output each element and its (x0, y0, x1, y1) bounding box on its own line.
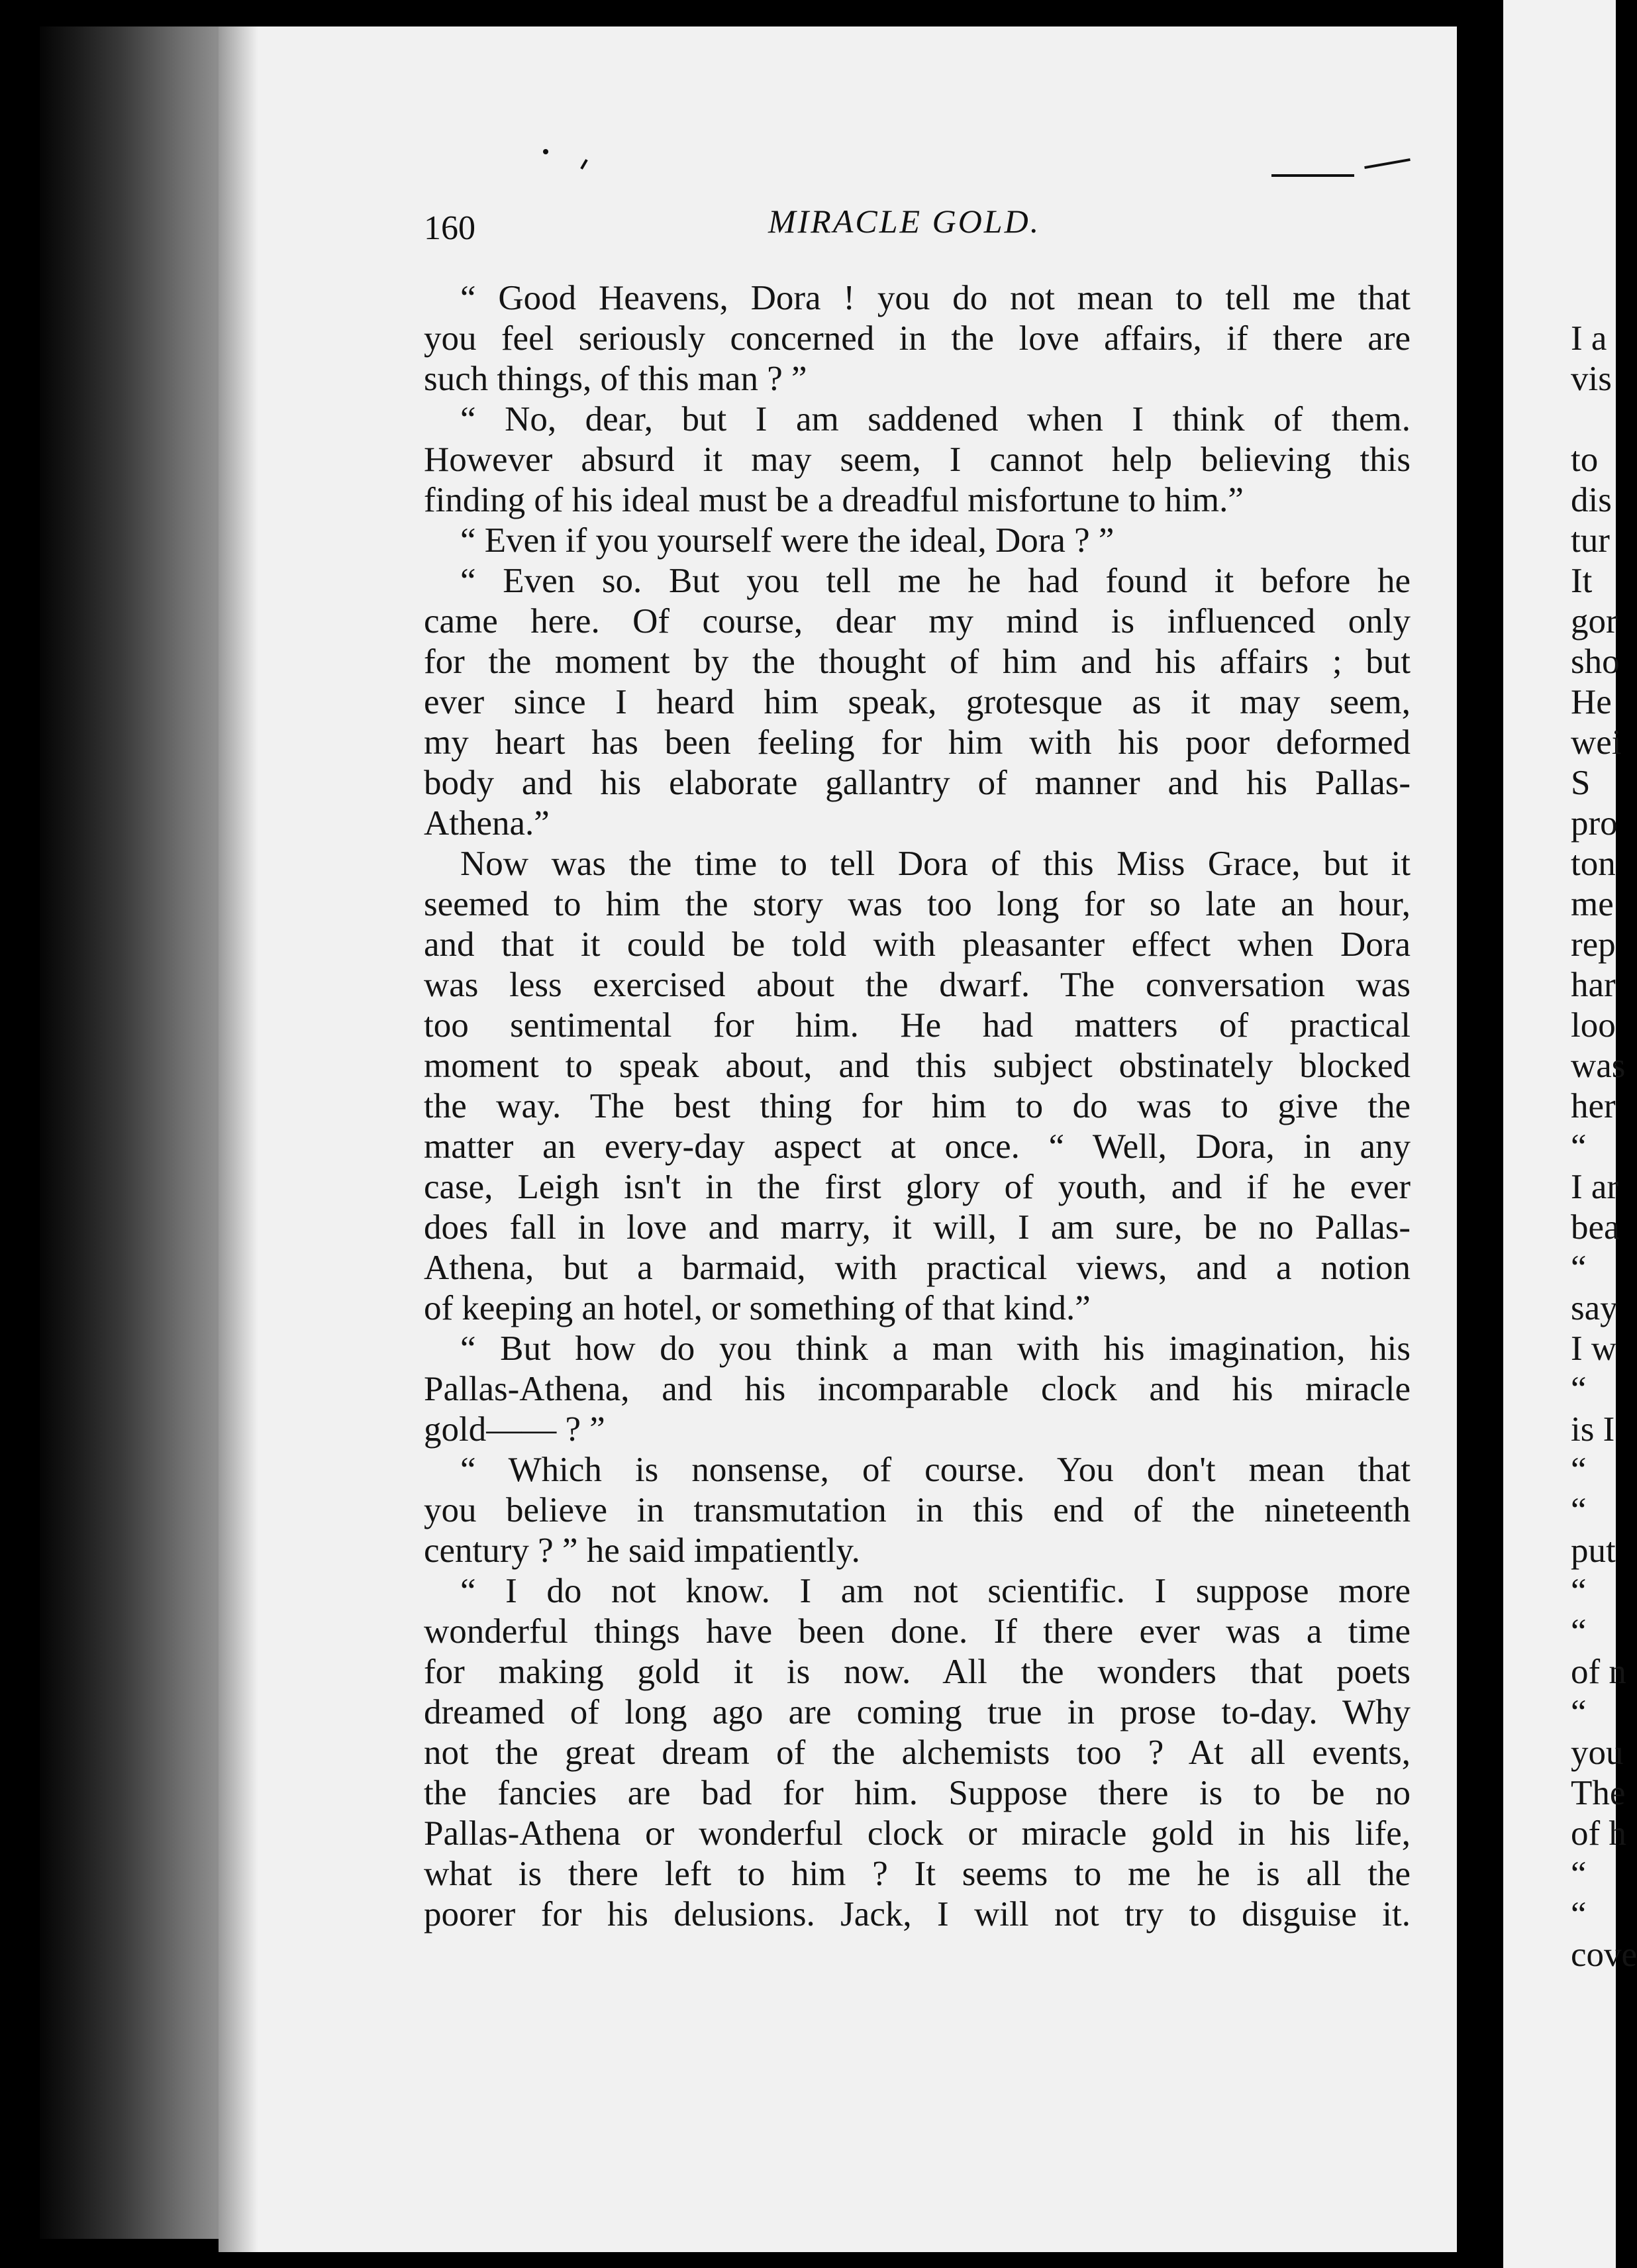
facing-page-fragment: “ (1571, 1491, 1587, 1529)
text-line: century ? ” he said impatiently. (424, 1531, 860, 1570)
page-number: 160 (424, 209, 475, 247)
facing-page-fragment: “ (1571, 1572, 1587, 1610)
facing-page-fragment: ton (1571, 845, 1616, 883)
page-gap (1457, 0, 1503, 2268)
text-line: “ Even if you yourself were the ideal, Dora ? ” (460, 521, 1115, 560)
text-line: of keeping an hotel, or something of that kind.” (424, 1289, 1091, 1327)
text-line: came here. Of course, dear my mind is influenced only (424, 602, 1411, 641)
text-line: seemed to him the story was too long for so late an hour, (424, 885, 1411, 923)
text-line: case, Leigh isn't in the first glory of youth, and if he ever (424, 1168, 1411, 1206)
facing-page-fragment: “ (1571, 1612, 1587, 1651)
text-line: too sentimental for him. He had matters of practical (424, 1006, 1411, 1045)
facing-page-fragment: you (1571, 1733, 1624, 1772)
facing-page-fragment: say (1571, 1289, 1618, 1327)
running-title: MIRACLE GOLD. (768, 203, 1041, 240)
text-line: “ But how do you think a man with his imagination, his (460, 1329, 1411, 1368)
facing-page-fragment: wei (1571, 723, 1622, 762)
text-line: the way. The best thing for him to do was to give the (424, 1087, 1411, 1125)
facing-page-fragment: to (1571, 440, 1599, 479)
text-line: Pallas-Athena, and his incomparable clock and his miracle (424, 1370, 1411, 1408)
facing-page-fragment: “ (1571, 1693, 1587, 1731)
facing-page-fragment: sho (1571, 643, 1620, 681)
text-line: and that it could be told with pleasanter effect when Dora (424, 925, 1411, 964)
facing-page-fragment: rep (1571, 925, 1616, 964)
text-line: does fall in love and marry, it will, I am sure, be no Pallas- (424, 1208, 1411, 1247)
text-line: wonderful things have been done. If there ever was a time (424, 1612, 1411, 1651)
page-header (424, 202, 1404, 255)
facing-page-text (1571, 278, 1637, 1975)
text-line: “ Even so. But you tell me he had found it before he (460, 562, 1411, 600)
text-line: ever since I heard him speak, grotesque as it may seem, (424, 683, 1411, 721)
text-line: matter an every-day aspect at once. “ Well, Dora, in any (424, 1127, 1411, 1166)
facing-page-fragment (1571, 399, 1616, 440)
facing-page-fragment: her (1571, 1087, 1616, 1125)
text-line: the fancies are bad for him. Suppose there is to be no (424, 1774, 1411, 1812)
facing-page-fragment: It (1571, 562, 1593, 600)
text-line: body and his elaborate gallantry of manner and his Pallas- (424, 764, 1411, 802)
facing-page-fragment: I w (1571, 1329, 1617, 1368)
facing-page-fragment: gor (1571, 602, 1618, 641)
facing-page-fragment: loo (1571, 1006, 1616, 1045)
body-text (424, 278, 1411, 1935)
facing-page-fragment: har (1571, 966, 1616, 1004)
text-line: what is there left to him ? It seems to me he is all the (424, 1855, 1411, 1893)
text-line: “ Good Heavens, Dora ! you do not mean to tell me that (460, 279, 1411, 317)
text-line: my heart has been feeling for him with his poor deformed (424, 723, 1411, 762)
text-line: was less exercised about the dwarf. The conversation was (424, 966, 1411, 1004)
facing-page-fragment: I a (1571, 319, 1607, 358)
text-line: Athena.” (424, 804, 550, 843)
facing-page-fragment: I ar (1571, 1168, 1619, 1206)
text-line: Pallas-Athena or wonderful clock or miracle gold in his life, (424, 1814, 1411, 1853)
text-line: “ Which is nonsense, of course. You don't mean that (460, 1451, 1411, 1489)
facing-page-fragment: of h (1571, 1814, 1626, 1853)
text-line: you believe in transmutation in this end of the nineteenth (424, 1491, 1411, 1529)
facing-page-fragment: The (1571, 1774, 1626, 1812)
ink-speck (543, 149, 548, 154)
text-line: not the great dream of the alchemists too ? At all events, (424, 1733, 1411, 1772)
text-line: for the moment by the thought of him and his affairs ; but (424, 643, 1411, 681)
text-line: finding of his ideal must be a dreadful misfortune to him.” (424, 481, 1244, 519)
text-line: “ I do not know. I am not scientific. I suppose more (460, 1572, 1411, 1610)
facing-page-fragment: dis (1571, 481, 1612, 519)
text-line: you feel seriously concerned in the love affairs, if there are (424, 319, 1411, 358)
facing-page-fragment: “ (1571, 1895, 1587, 1933)
page-gutter-shadow (219, 26, 258, 2252)
facing-page-fragment: me (1571, 885, 1614, 923)
facing-page-fragment: is I (1571, 1410, 1615, 1449)
facing-page-fragment: of n (1571, 1653, 1626, 1691)
text-line: for making gold it is now. All the wonders that poets (424, 1653, 1411, 1691)
facing-page-fragment: bea (1571, 1208, 1620, 1247)
facing-page-fragment: “ (1571, 1451, 1587, 1489)
facing-page-fragment: pro (1571, 804, 1618, 843)
facing-page-fragment: “ (1571, 1855, 1587, 1893)
text-line: poorer for his delusions. Jack, I will not try to disguise it. (424, 1895, 1411, 1933)
text-line: dreamed of long ago are coming true in prose to-day. Why (424, 1693, 1411, 1731)
facing-page-fragment (1571, 278, 1616, 319)
text-line: such things, of this man ? ” (424, 360, 807, 398)
facing-page-fragment: put (1571, 1531, 1616, 1570)
facing-page-fragment: S (1571, 764, 1591, 802)
text-line: gold—— ? ” (424, 1410, 605, 1449)
facing-page-fragment: “ (1571, 1370, 1587, 1408)
text-line: Now was the time to tell Dora of this Miss Grace, but it (460, 845, 1411, 883)
text-line: “ No, dear, but I am saddened when I think of them. (460, 400, 1411, 438)
facing-page-fragment: tur (1571, 521, 1610, 560)
facing-page-fragment: “ (1571, 1127, 1587, 1166)
facing-page-fragment: cove (1571, 1935, 1637, 1974)
text-line: moment to speak about, and this subject obstinately blocked (424, 1047, 1411, 1085)
text-line: Athena, but a barmaid, with practical views, and a notion (424, 1249, 1411, 1287)
text-line: However absurd it may seem, I cannot help believing this (424, 440, 1411, 479)
facing-page-fragment: was (1571, 1047, 1626, 1085)
facing-page-fragment: vis (1571, 360, 1612, 398)
ink-stroke (1271, 174, 1354, 177)
facing-page-fragment: “ (1571, 1249, 1587, 1287)
facing-page-fragment: He (1571, 683, 1612, 721)
